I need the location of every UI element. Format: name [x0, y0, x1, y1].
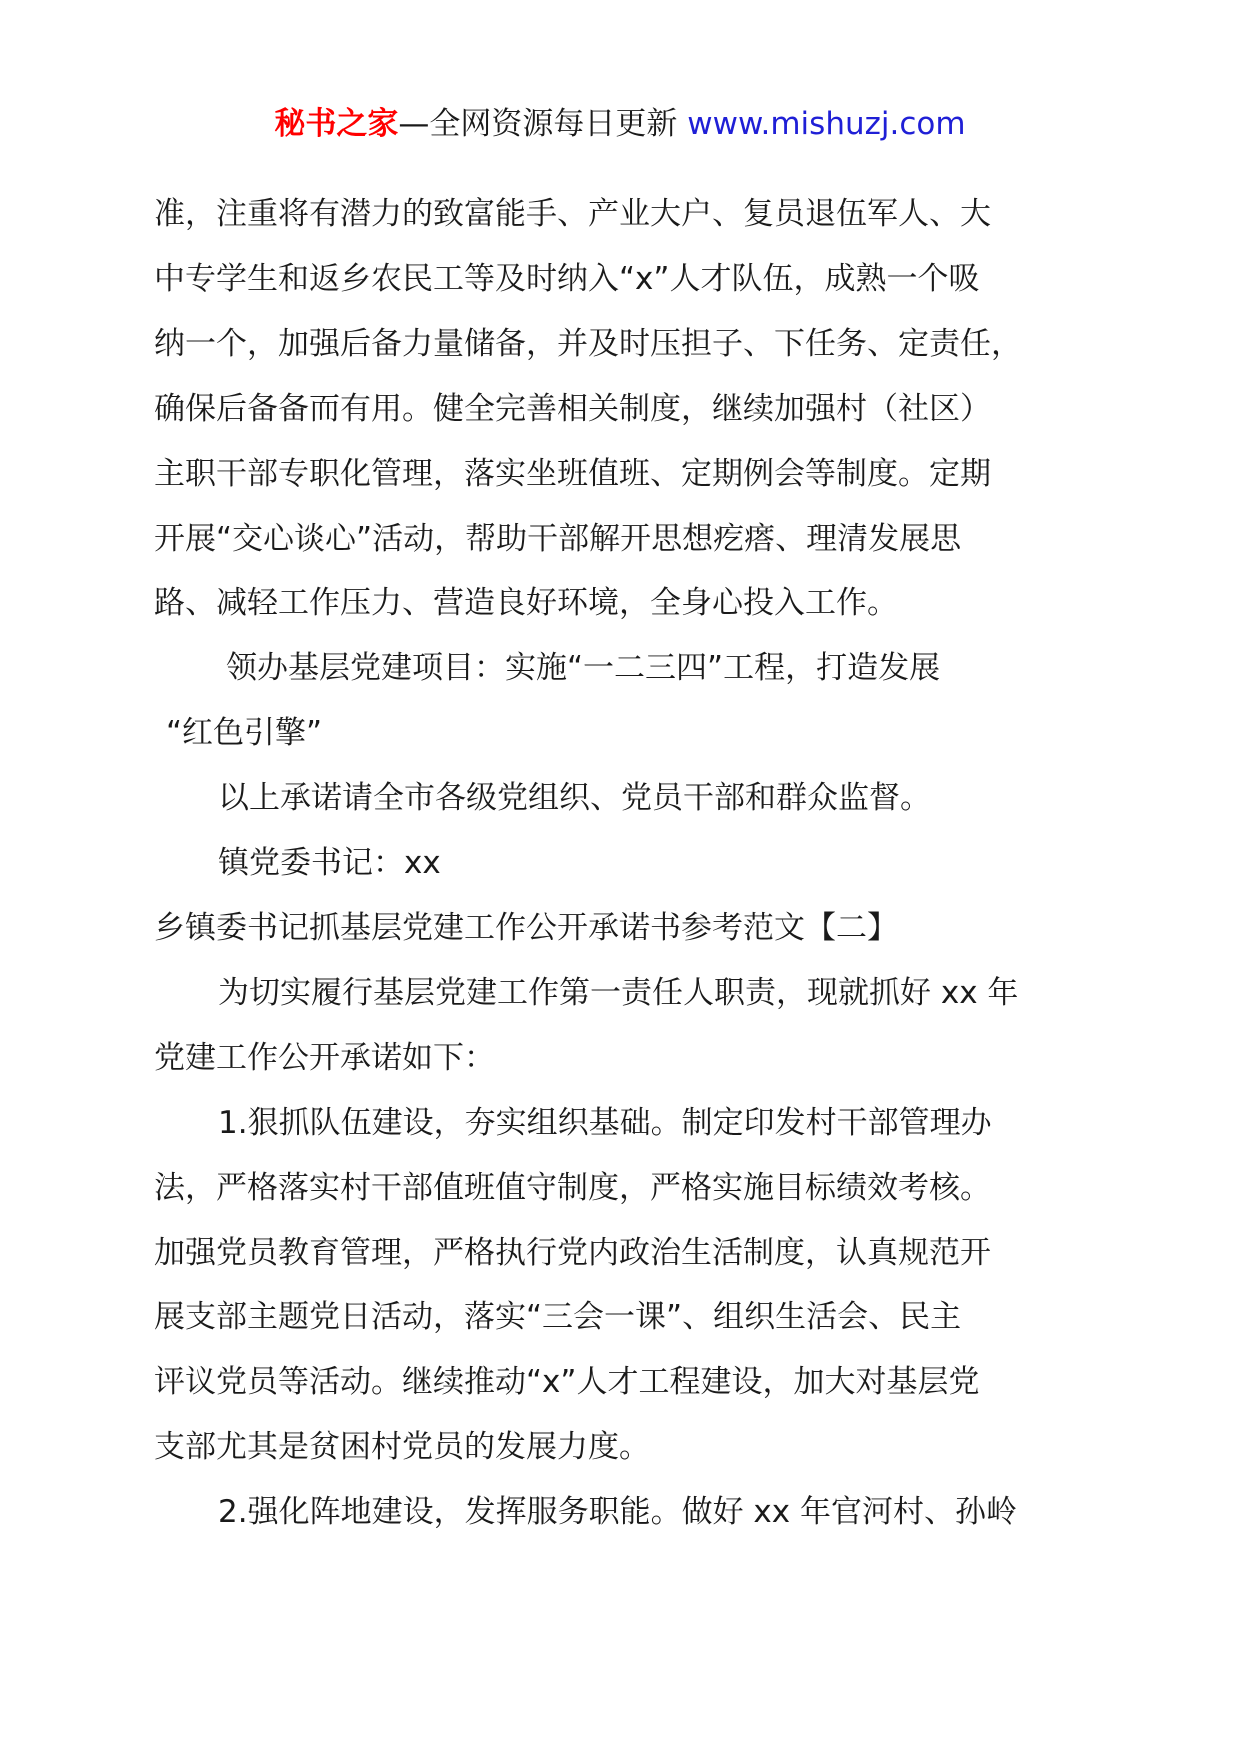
text-line: 加强党员教育管理，严格执行党内政治生活制度，认真规范开 — [154, 1234, 991, 1271]
text-line: 开展“交心谈心”活动，帮助干部解开思想疙瘩、理清发展思 — [154, 520, 962, 557]
text-line: 纳一个，加强后备力量储备，并及时压担子、下任务、定责任， — [154, 325, 1022, 362]
text-line: 为切实履行基层党建工作第一责任人职责，现就抓好 xx 年 — [218, 974, 1019, 1011]
header-brand: 秘书之家 — [274, 106, 399, 142]
text-line: 支部尤其是贫困村党员的发展力度。 — [154, 1429, 650, 1466]
text-line: 准，注重将有潜力的致富能手、产业大户、复员退伍军人、大 — [154, 196, 991, 232]
supervision-line: 以上承诺请全市各级党组织、党员干部和群众监督。 — [218, 780, 931, 817]
document-body — [154, 182, 1094, 1545]
list-item-2: 2.强化阵地建设，发挥服务职能。做好 xx 年官河村、孙岭 — [218, 1494, 1017, 1531]
text-line: 路、减轻工作压力、营造良好环境，全身心投入工作。 — [154, 585, 898, 622]
signature-line: 镇党委书记：xx — [218, 845, 441, 882]
text-line: 法，严格落实村干部值班值守制度，严格实施目标绩效考核。 — [154, 1169, 991, 1206]
text-line: 评议党员等活动。继续推动“x”人才工程建设，加大对基层党 — [154, 1364, 980, 1401]
header-tagline: —全网资源每日更新 — [398, 106, 688, 142]
text-line: 主职干部专职化管理，落实坐班值班、定期例会等制度。定期 — [154, 455, 991, 492]
text-line: 中专学生和返乡农民工等及时纳入“x”人才队伍，成熟一个吸 — [154, 260, 980, 297]
section-title: 乡镇委书记抓基层党建工作公开承诺书参考范文【二】 — [154, 909, 898, 946]
text-line: 展支部主题党日活动，落实“三会一课”、组织生活会、民主 — [154, 1299, 962, 1336]
text-line: 党建工作公开承诺如下： — [154, 1039, 495, 1076]
project-heading-line: 领办基层党建项目：实施“一二三四”工程，打造发展 — [226, 650, 941, 687]
header-url-link[interactable]: www.mishuzj.com — [687, 106, 966, 142]
text-line: 确保后备备而有用。健全完善相关制度，继续加强村（社区） — [154, 390, 991, 427]
list-item-1: 1.狠抓队伍建设，夯实组织基础。制定印发村干部管理办 — [218, 1104, 992, 1141]
page-header — [0, 102, 1240, 146]
project-heading-line-cont: “红色引擎” — [166, 715, 323, 752]
